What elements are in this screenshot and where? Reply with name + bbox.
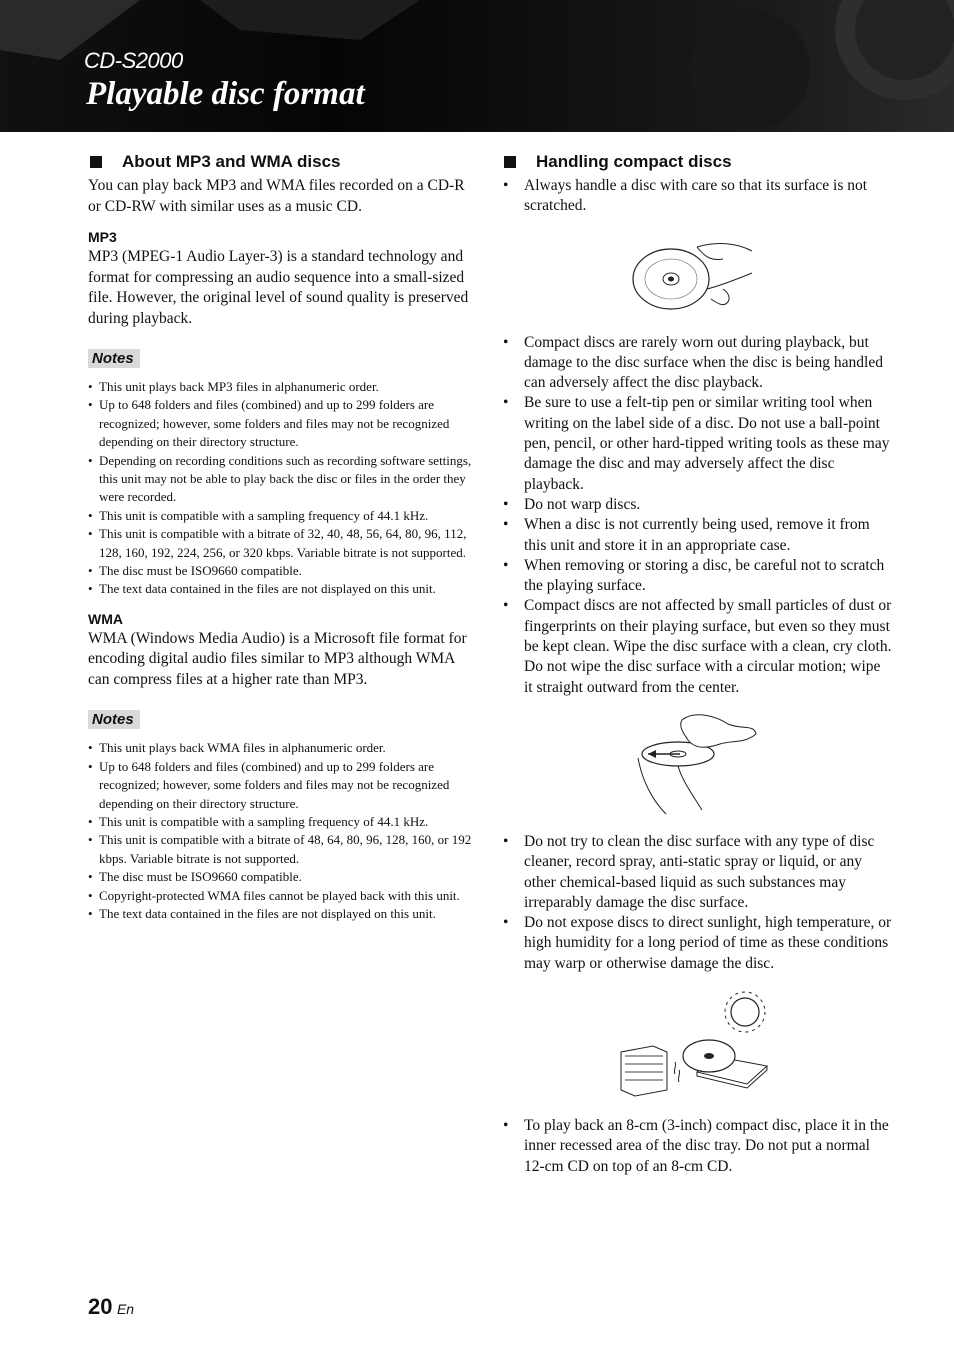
note-item: • This unit is compatible with a sampling frequency of 44.1 kHz.	[88, 813, 478, 831]
wma-text: WMA (Windows Media Audio) is a Microsoft file format for encoding digital audio files similar to MP3 although WMA can compress files at a higher rate than MP3.	[88, 629, 467, 688]
note-item: • The disc must be ISO9660 compatible.	[88, 868, 478, 886]
note-item: • This unit is compatible with a bitrate of 32, 40, 48, 56, 64, 80, 96, 112, 128, 160, 192, 224, 256, or 320 kbps. Variable bitrate is not supported.	[88, 525, 478, 562]
page-header	[0, 0, 954, 132]
handling-list-3	[502, 832, 892, 974]
note-item: • The disc must be ISO9660 compatible.	[88, 562, 478, 580]
page-number: 20	[88, 1294, 113, 1319]
page-footer	[88, 1294, 134, 1320]
handling-list-4	[502, 1116, 892, 1177]
list-item: • Compact discs are not affected by small particles of dust or fingerprints on their playing surface, but even so they must be kept clean. Wipe the disc surface with a clean, cry cloth. Do not wipe the disc surface with a circular motion; wipe it straight outward from the center.	[502, 596, 892, 697]
wma-notes-list	[88, 739, 478, 923]
wma-heading: WMA	[88, 610, 123, 627]
square-bullet-icon	[504, 156, 516, 168]
note-item: • Up to 648 folders and files (combined) and up to 299 folders are recognized; however, some folders and files may not be recognized depending on their directory structure.	[88, 758, 478, 813]
note-item: • The text data contained in the files are not displayed on this unit.	[88, 905, 478, 923]
heat-and-sunlight-illustration	[617, 990, 777, 1098]
list-item: • Always handle a disc with care so that its surface is not scratched.	[502, 176, 892, 217]
mp3-heading: MP3	[88, 229, 117, 245]
wma-notes-label: Notes	[88, 710, 140, 729]
hand-holding-disc-illustration	[627, 237, 767, 317]
left-column	[88, 152, 478, 923]
note-item: • This unit plays back WMA files in alphanumeric order.	[88, 739, 478, 757]
note-item: • Depending on recording conditions such as recording software settings, this unit may not be able to play back the disc or files in the order they were recorded.	[88, 452, 478, 507]
note-item: • The text data contained in the files are not displayed on this unit.	[88, 580, 478, 598]
mp3-notes-label: Notes	[88, 349, 140, 368]
list-item: • Do not expose discs to direct sunlight, high temperature, or high humidity for a long period of time as these conditions may warp or otherwise damage the disc.	[502, 913, 892, 974]
note-item: • Copyright-protected WMA files cannot be played back with this unit.	[88, 887, 478, 905]
mp3-notes-list	[88, 378, 478, 599]
list-item: • When removing or storing a disc, be careful not to scratch the playing surface.	[502, 556, 892, 597]
square-bullet-icon	[90, 156, 102, 168]
note-item: • This unit is compatible with a sampling frequency of 44.1 kHz.	[88, 507, 478, 525]
list-item: • Do not warp discs.	[502, 495, 892, 515]
list-item: • Do not try to clean the disc surface with any type of disc cleaner, record spray, anti-static spray or liquid, or any other chemical-based liquid as such substances may irreparably damage the disc surface.	[502, 832, 892, 913]
handling-list-2	[502, 333, 892, 698]
list-item: • Compact discs are rarely worn out during playback, but damage to the disc surface when the disc is being handled can adversely affect the disc playback.	[502, 333, 892, 394]
note-item: • This unit plays back MP3 files in alphanumeric order.	[88, 378, 478, 396]
intro-text: You can play back MP3 and WMA files recorded on a CD-R or CD-RW with similar uses as a music CD.	[88, 177, 465, 215]
list-item: • To play back an 8-cm (3-inch) compact disc, place it in the inner recessed area of the disc tray. Do not put a normal 12-cm CD on top of an 8-cm CD.	[502, 1116, 892, 1177]
right-column	[502, 152, 892, 1177]
page-title: Playable disc format	[86, 76, 365, 112]
mp3-text: MP3 (MPEG-1 Audio Layer-3) is a standard technology and format for compressing an audio sequence into a small-sized file. However, the original level of sound quality is preserved during playback.	[88, 248, 469, 327]
note-item: • Up to 648 folders and files (combined) and up to 299 folders are recognized; however, some folders and files may not be recognized depending on their directory structure.	[88, 396, 478, 451]
wiping-disc-illustration	[632, 710, 762, 818]
section-heading-mp3-wma: About MP3 and WMA discs	[88, 152, 478, 172]
list-item: • Be sure to use a felt-tip pen or similar writing tool when writing on the label side of a disc. Do not use a ball-point pen, pencil, or other hard-tipped writing tools as these may damage the disc and may adversely affect the disc playback.	[502, 393, 892, 494]
list-item: • When a disc is not currently being used, remove it from this unit and store it in an appropriate case.	[502, 515, 892, 556]
language-code: En	[116, 1301, 135, 1317]
model-name: CD-S2000	[84, 48, 183, 73]
handling-list-1	[502, 176, 892, 217]
section-heading-handling: Handling compact discs	[502, 152, 892, 172]
note-item: • This unit is compatible with a bitrate of 48, 64, 80, 96, 128, 160, or 192 kbps. Variable bitrate is not supported.	[88, 831, 478, 868]
